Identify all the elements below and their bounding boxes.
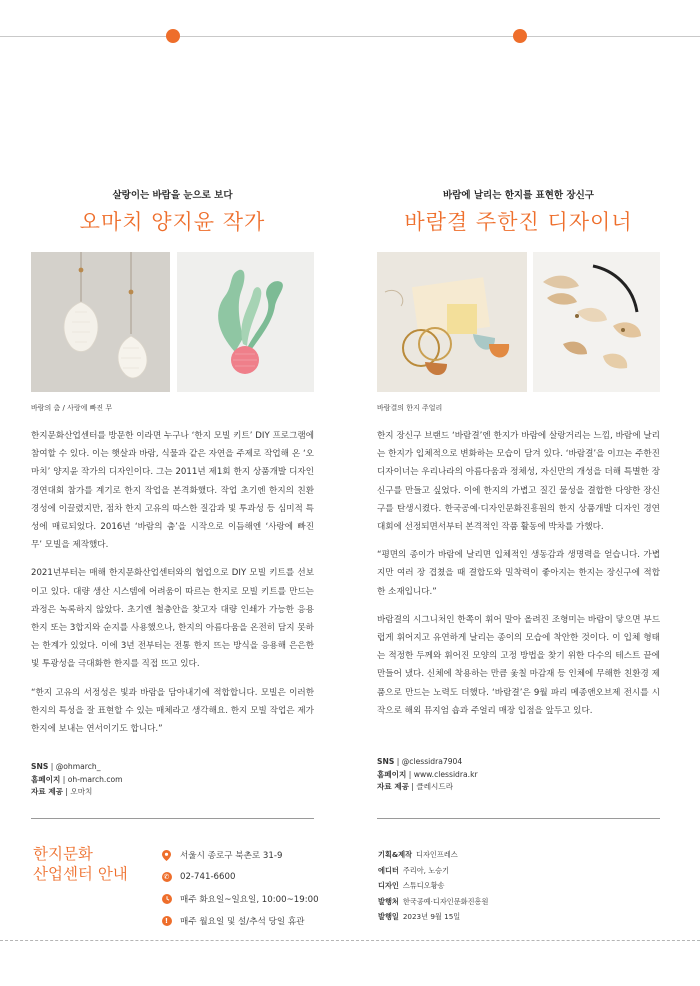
address-row [161, 844, 319, 866]
left-paragraph-2: 2021년부터는 매해 한지문화산업센터와의 협업으로 DIY 모빌 키트를 선보이고 있다. 대량 생산 시스템에 어려움이 따르는 한지로 모빌 키트를 만드는 과정은 녹록하지 않았다. 초기엔 철충안을 찾고자 대량 인쇄가 가능한 응용한지 또는 3합지와 순지를 사용했으나, 한지의 아름다움을 온전히 담지 못하는 한계가 있었다. 이에 3년 전부터는 전통 한지 뜨는 방식을 응용해 은은한 빛 투광성을 극대화한 한지를 직접 뜨고 있다. [31, 568, 314, 670]
left-paragraph-3: “한지 고유의 서정성은 빛과 바람을 담아내기에 적합합니다. 모빌은 이러한 한지의 특성을 잘 표현할 수 있는 매체라고 생각해요. 한지 모빌 작업은 제가 한지에 보내는 연서이기도 합니다.” [31, 687, 314, 735]
left-section-rule [31, 818, 314, 819]
left-credits [31, 761, 314, 799]
jewelry-photo-2 [533, 252, 660, 392]
left-title: 오마치 양지윤 작가 [79, 210, 266, 234]
left-kicker: 살랑이는 바람을 눈으로 보다 [112, 190, 233, 201]
center-info-title: 한지문화 산업센터 안내 [33, 845, 128, 883]
phone-row [161, 866, 319, 888]
bottom-dashed-rule [0, 940, 700, 941]
right-sns-line: SNS | @clessidra7904 [377, 757, 463, 766]
right-title: 바람결 주한진 디자이너 [404, 210, 633, 234]
left-source-value: 오마치 [70, 787, 93, 796]
closed-row [161, 910, 319, 932]
left-paragraph-1: 한지문화산업센터를 방문한 이라면 누구나 ‘한지 모빌 키트’ DIY 프로그램에 참여할 수 있다. 이는 햇살과 바람, 식물과 같은 자연을 주제로 작업해 온 ‘오마치’ 양지윤 작가의 디자인이다. 그는 2011년 제1회 한지 상품개발 디자인 경연대회 참가를 계기로 한지 작업을 본격화했다. 작업 초기엔 한지의 친환경성에 이끌렸지만, 점차 한지 고유의 따스한 질감과 빛 투과성 등 심미적 특성에 매료되었다. 2016년 ‘바람의 춤’을 시작으로 이듬해엔 ‘사랑에 빠진 무’ 모빌을 제작했다. [31, 431, 314, 551]
left-body [31, 427, 314, 748]
left-sns-value: @ohmarch_ [55, 762, 101, 771]
design-line: 디자인 스튜디오황송 [378, 881, 445, 890]
info-icon: ! [161, 916, 172, 927]
left-source-line: 자료 제공 | 오마치 [31, 787, 93, 796]
right-paragraph-2: “평면의 종이가 바람에 날리면 입체적인 생동감과 생명력을 얻습니다. 가볍지만 여러 장 겹쳤을 때 결합도와 밀착력이 좋아지는 한지는 장신구에 적합한 소재입니다.” [377, 550, 660, 597]
closed-text: 매주 월요일 및 설/추석 당일 휴관 [180, 917, 305, 927]
left-web-line: 홈페이지 | oh-march.com [31, 774, 123, 784]
top-left-dot [166, 29, 180, 43]
left-sns-line: SNS | @ohmarch_ [31, 762, 101, 771]
publisher-line: 발행처 한국공예·디자인문화진흥원 [378, 896, 489, 906]
right-paragraph-1: 한지 장신구 브랜드 ‘바람결’엔 한지가 바람에 살랑거리는 느낌, 바람에 날리는 한지가 입체적으로 변화하는 모습이 담겨 있다. ‘바람결’을 이끄는 주한진 디자이너는 우리나라의 아름다움과 정체성, 자신만의 개성을 더해 특별한 장신구를 만들고 싶었다. 이에 한지의 가볍고 질긴 물성을 결합한 다양한 장신구를 탄생시켰다. 한국공예·디자인문화진흥원의 한지 상품개발 디자인 경연대회에 선정되면서부터 본격적인 작품 활동에 박차를 가했다. [377, 431, 660, 533]
right-sns-value: @clessidra7904 [401, 757, 463, 766]
right-web-line: 홈페이지 | www.clessidra.kr [377, 769, 478, 779]
right-credits [377, 756, 660, 794]
mobile-photo-wind-dance [31, 252, 170, 392]
publishing-info [378, 847, 488, 925]
address-text: 서울시 종로구 북촌로 31-9 [180, 851, 283, 861]
top-rule [0, 36, 700, 37]
right-source-line: 자료 제공 | 클레시드라 [377, 782, 454, 791]
hours-row [161, 888, 319, 910]
right-body [377, 427, 660, 730]
right-paragraph-3: 바람결의 시그니처인 한쪽이 휘어 말아 올려진 조형미는 바람이 닿으면 부드럽게 휘어지고 유연하게 날리는 종이의 모습에 착안한 것이다. 이 입체 형태는 적정한 두께와 휘어진 모양의 고정 방법을 찾기 위한 다수의 테스트 끝에 만들어 냈다. 신체에 착용하는 만큼 옻칠 마감재 등 인체에 무해한 친환경 제품으로 만드는 노력도 더했다. ‘바람결’은 9월 파리 메종앤오브제 전시를 시작으로 해외 뮤지엄 숍과 주얼리 매장 입점을 앞두고 있다. [377, 614, 660, 716]
left-photo-caption: 바람의 춤 / 사랑에 빠진 무 [31, 404, 113, 412]
right-photo-caption: 바람결의 한지 주얼리 [377, 404, 443, 412]
right-section-rule [377, 818, 660, 819]
mobile-photo-radish [177, 252, 314, 392]
jewelry-photo-1 [377, 252, 527, 392]
center-info-list [161, 844, 319, 932]
left-web-value: oh-march.com [67, 774, 123, 784]
phone-text: 02-741-6600 [180, 872, 236, 882]
location-pin-icon [161, 850, 172, 861]
right-kicker: 바람에 날리는 한지를 표현한 장신구 [443, 190, 594, 201]
right-web-value: www.clessidra.kr [413, 769, 478, 779]
editor-line: 에디터 주리아, 노승기 [378, 865, 450, 875]
clock-icon [161, 894, 172, 905]
phone-icon: ✆ [161, 872, 172, 883]
top-right-dot [513, 29, 527, 43]
plan-line: 기획&제작 디자인프레스 [378, 850, 458, 859]
date-line: 발행일 2023년 9월 15일 [378, 912, 461, 921]
hours-text: 매주 화요일~일요일, 10:00~19:00 [180, 895, 319, 905]
right-source-value: 클레시드라 [416, 782, 454, 791]
